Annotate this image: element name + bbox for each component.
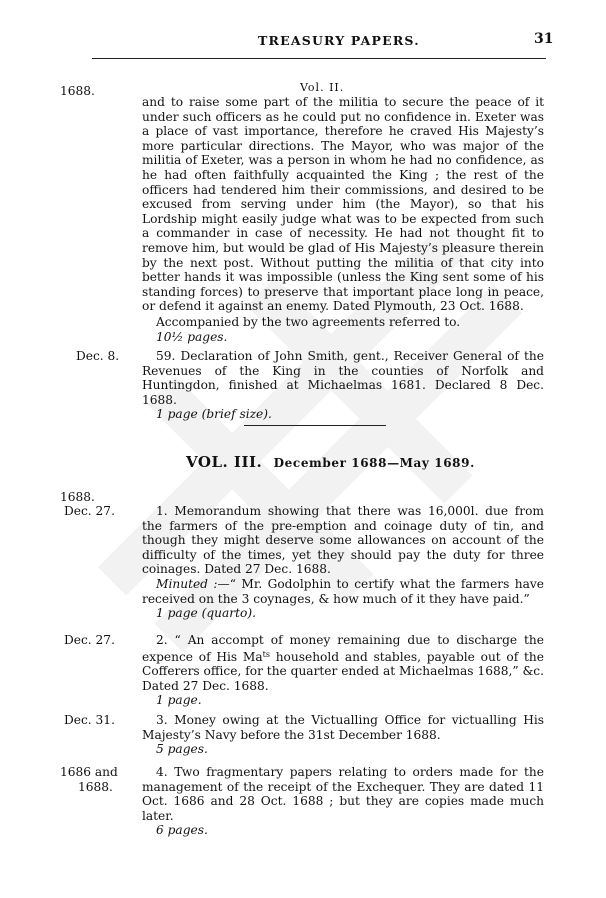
entry-text: 3. Money owing at the Victualling Office for victualling His Majesty’s Navy before the 31st December 1688. <box>142 713 544 742</box>
page-count: 5 pages. <box>156 742 208 757</box>
volume-title-main: VOL. III. <box>186 453 263 471</box>
entry-59 <box>142 349 544 422</box>
page-count: 1 page (quarto). <box>156 606 256 621</box>
page-count: 1 page (brief size). <box>156 407 272 422</box>
accompanied-note: Accompanied by the two agreements referred to. <box>156 314 461 329</box>
entry-text <box>142 633 544 693</box>
entry-text: 59. Declaration of John Smith, gent., Receiver General of the Revenues of the King in the counties of Norfolk and Huntingdon, finished at Michaelmas 1681. Declared 8 Dec. 1688. <box>142 349 544 407</box>
volume-title-range: December 1688—May 1689. <box>273 456 475 470</box>
page-count: 1 page. <box>156 693 202 708</box>
superscript: ts <box>262 649 270 659</box>
margin-year-1688: 1688. <box>60 84 95 98</box>
entry-date: Dec. 8. <box>76 349 120 363</box>
section-divider <box>244 425 386 426</box>
entry-3 <box>142 713 544 757</box>
margin-year-1688: 1688. <box>60 490 95 504</box>
page-count: 10½ pages. <box>156 329 228 344</box>
entry-date-line2: 1688. <box>78 780 113 794</box>
page-number: 31 <box>534 31 554 47</box>
volume-title <box>186 453 475 471</box>
entry-text: 4. Two fragmentary papers relating to orders made for the management of the receipt of the Exchequer. They are dated 11 Oct. 1686 and 28 Oct. 1688 ; but they are copies made much later. <box>142 765 544 823</box>
entry-date: Dec. 31. <box>64 713 115 727</box>
header-rule <box>92 58 546 59</box>
entry-date: Dec. 27. <box>64 633 115 647</box>
page-count: 6 pages. <box>156 823 208 838</box>
running-head: TREASURY PAPERS. <box>258 33 420 48</box>
entry-date-line1: 1686 and <box>60 765 118 779</box>
entry-text-part: household and stables, payable out of the Cofferers office, for the quarter ended at Michaelmas 1688,” &c. Dated 27 Dec. 1688. <box>142 649 544 693</box>
volume-heading: Vol. II. <box>300 81 345 94</box>
continuation-text: and to raise some part of the militia to secure the peace of it under such officers as he could put no confidence in. Exeter was a place of vast importance, therefore he craved His Majesty’s more particular directions. The Mayor, who was major of the militia of Exeter, was a person in whom he had no confidence, as he had often faithfully acquainted the King ; the rest of the officers had tendered him their commissions, and desired to be excused from serving under him (the Mayor), so that his Lordship might easily judge what was to be expected from such a commander in case of necessity. He had not thought fit to remove him, but would be glad of His Majesty’s pleasure therein by the next post. Without putting the militia of that city into better hands it was impossible (unless the King sent some of his standing forces) to preserve that important place long in peace, or defend it against an enemy. Dated Plymouth, 23 Oct. 1688. <box>142 95 544 314</box>
entry-2 <box>142 633 544 708</box>
entry-text-part: 2. “ An accompt of money remaining due to discharge the expence of His Ma <box>142 633 544 664</box>
minuted-label: Minuted :— <box>156 576 230 591</box>
entry-4 <box>142 765 544 838</box>
entry-1 <box>142 504 544 621</box>
vol2-continuation-block <box>142 95 544 344</box>
entry-text: 1. Memorandum showing that there was 16,000l. due from the farmers of the pre-emption and coinage duty of tin, and though they might deserve some allowances on account of the difficulty of the times, yet they should pay the duty for three coinages. Dated 27 Dec. 1688. <box>142 504 544 577</box>
entry-date: Dec. 27. <box>64 504 115 518</box>
minuted-note <box>142 577 544 606</box>
minuted-text: “ Mr. Godolphin to certify what the farmers have received on the 3 coynages, & how much of it they have paid.” <box>142 576 544 606</box>
